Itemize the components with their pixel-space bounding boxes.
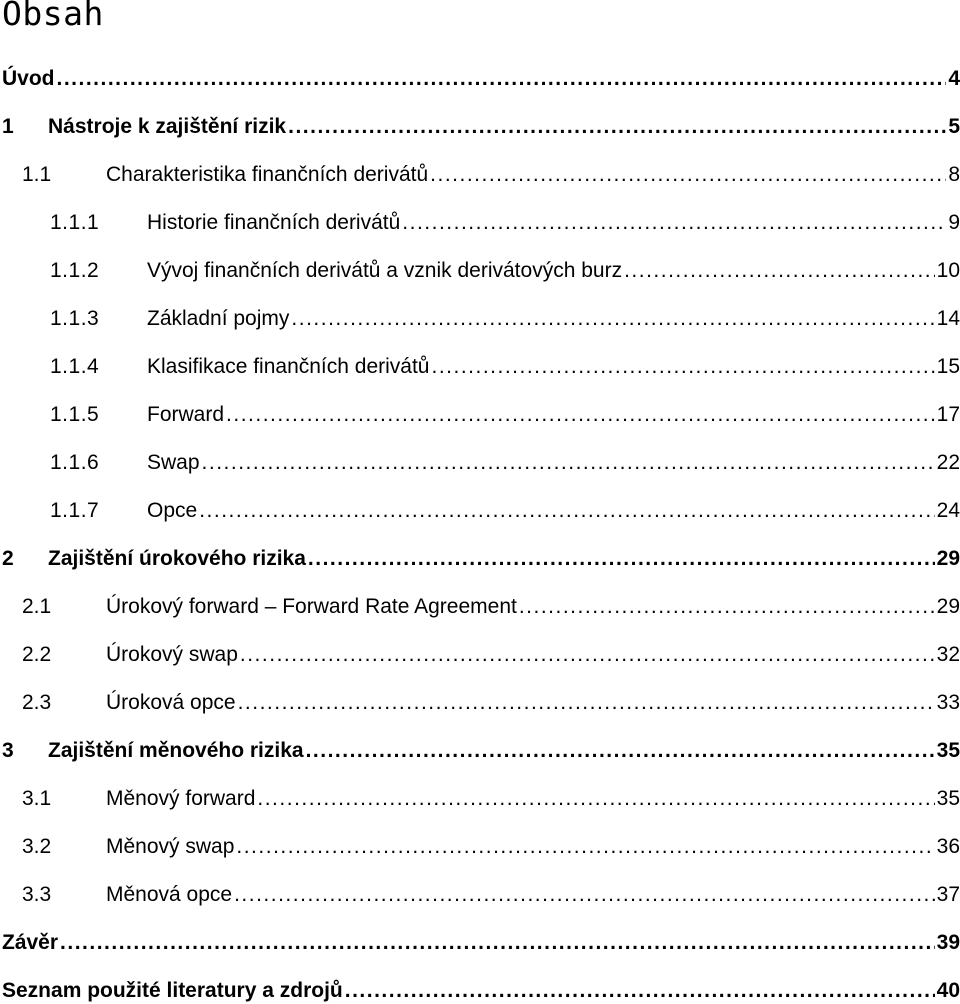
toc-entry-page: 22 — [936, 451, 960, 474]
dot-leader — [345, 978, 935, 1004]
toc-entry-page: 29 — [936, 595, 960, 618]
toc-entry-chapter-1[interactable] — [0, 92, 960, 140]
toc-entry-title: Charakteristika finančních derivátů — [106, 163, 429, 186]
toc-entry-2-2[interactable] — [0, 620, 960, 668]
toc-entry-page: 5 — [948, 115, 960, 138]
toc-entry-title: Seznam použité literatury a zdrojů — [2, 979, 343, 1002]
toc-entry-chapter-2[interactable] — [0, 524, 960, 572]
dot-leader — [291, 306, 934, 332]
table-of-contents — [0, 44, 960, 1004]
toc-entry-number: 3.2 — [22, 835, 52, 858]
toc-entry-1-1[interactable] — [0, 140, 960, 188]
toc-entry-1-1-4[interactable] — [0, 332, 960, 380]
dot-leader — [430, 162, 946, 188]
toc-entry-2-3[interactable] — [0, 668, 960, 716]
toc-entry-page: 10 — [936, 259, 960, 282]
toc-entry-literatura[interactable] — [0, 956, 960, 1004]
toc-entry-number: 1.1.6 — [50, 451, 100, 474]
dot-leader — [288, 114, 946, 140]
dot-leader — [308, 546, 935, 572]
dot-leader — [306, 738, 935, 764]
toc-entry-title: Závěr — [2, 931, 59, 954]
toc-entry-number: 2.1 — [22, 595, 52, 618]
toc-entry-page: 29 — [936, 547, 960, 570]
toc-entry-title: Úrokový swap — [106, 643, 238, 666]
dot-leader — [226, 402, 935, 428]
toc-entry-page: 37 — [936, 883, 960, 906]
dot-leader — [236, 834, 934, 860]
toc-entry-1-1-7[interactable] — [0, 476, 960, 524]
toc-entry-page: 9 — [948, 211, 960, 234]
toc-entry-title: Základní pojmy — [147, 307, 290, 330]
toc-entry-number: 2.3 — [22, 691, 52, 714]
toc-entry-title: Úroková opce — [106, 691, 236, 714]
dot-leader — [199, 498, 934, 524]
toc-entry-2-1[interactable] — [0, 572, 960, 620]
toc-entry-page: 24 — [936, 499, 960, 522]
toc-entry-1-1-2[interactable] — [0, 236, 960, 284]
toc-entry-1-1-5[interactable] — [0, 380, 960, 428]
toc-entry-3-2[interactable] — [0, 812, 960, 860]
toc-entry-page: 15 — [936, 355, 960, 378]
toc-entry-number: 1.1 — [22, 163, 52, 186]
toc-entry-1-1-3[interactable] — [0, 284, 960, 332]
toc-entry-page: 8 — [948, 163, 960, 186]
dot-leader — [432, 354, 935, 380]
dot-leader — [624, 258, 935, 284]
toc-entry-title: Zajištění úrokového rizika — [48, 547, 306, 570]
toc-entry-number: 1.1.5 — [50, 403, 100, 426]
toc-entry-title: Nástroje k zajištění rizik — [48, 115, 287, 138]
toc-entry-page: 40 — [936, 979, 960, 1002]
toc-entry-1-1-6[interactable] — [0, 428, 960, 476]
toc-entry-title: Měnová opce — [106, 883, 233, 906]
toc-entry-3-3[interactable] — [0, 860, 960, 908]
toc-entry-page: 17 — [936, 403, 960, 426]
toc-entry-number: 3 — [2, 739, 14, 762]
toc-entry-page: 36 — [936, 835, 960, 858]
toc-entry-number: 1.1.4 — [50, 355, 100, 378]
toc-entry-title: Úvod — [2, 67, 55, 90]
toc-entry-title: Měnový swap — [106, 835, 235, 858]
toc-entry-title: Měnový forward — [106, 787, 256, 810]
dot-leader — [234, 882, 935, 908]
dot-leader — [238, 690, 935, 716]
toc-entry-number: 2 — [2, 547, 14, 570]
toc-entry-page: 33 — [936, 691, 960, 714]
toc-entry-page: 35 — [936, 739, 960, 762]
toc-entry-title: Úrokový forward – Forward Rate Agreement — [106, 595, 517, 618]
toc-entry-number: 2.2 — [22, 643, 52, 666]
dot-leader — [60, 930, 935, 956]
toc-entry-page: 35 — [936, 787, 960, 810]
toc-entry-title: Forward — [147, 403, 225, 426]
toc-entry-number: 1.1.7 — [50, 499, 100, 522]
dot-leader — [202, 450, 935, 476]
toc-entry-title: Opce — [147, 499, 198, 522]
page-title: Obsah — [2, 0, 104, 33]
toc-entry-page: 39 — [936, 931, 960, 954]
toc-entry-title: Klasifikace finančních derivátů — [147, 355, 430, 378]
toc-entry-title: Swap — [147, 451, 200, 474]
dot-leader — [257, 786, 934, 812]
dot-leader — [402, 210, 946, 236]
toc-entry-1-1-1[interactable] — [0, 188, 960, 236]
toc-entry-page: 4 — [948, 67, 960, 90]
toc-entry-number: 1.1.2 — [50, 259, 100, 282]
toc-entry-title: Zajištění měnového rizika — [48, 739, 304, 762]
dot-leader — [519, 594, 935, 620]
toc-entry-number: 3.1 — [22, 787, 52, 810]
toc-entry-number: 1.1.3 — [50, 307, 100, 330]
toc-entry-title: Vývoj finančních derivátů a vznik derivátových burz — [147, 259, 623, 282]
toc-entry-title: Historie finančních derivátů — [147, 211, 401, 234]
toc-entry-zaver[interactable] — [0, 908, 960, 956]
toc-entry-3-1[interactable] — [0, 764, 960, 812]
dot-leader — [240, 642, 935, 668]
toc-entry-number: 1.1.1 — [50, 211, 100, 234]
dot-leader — [57, 66, 947, 92]
toc-entry-number: 1 — [2, 115, 14, 138]
toc-entry-chapter-3[interactable] — [0, 716, 960, 764]
toc-entry-page: 32 — [936, 643, 960, 666]
toc-entry-uvod[interactable] — [0, 44, 960, 92]
toc-entry-page: 14 — [936, 307, 960, 330]
toc-entry-number: 3.3 — [22, 883, 52, 906]
